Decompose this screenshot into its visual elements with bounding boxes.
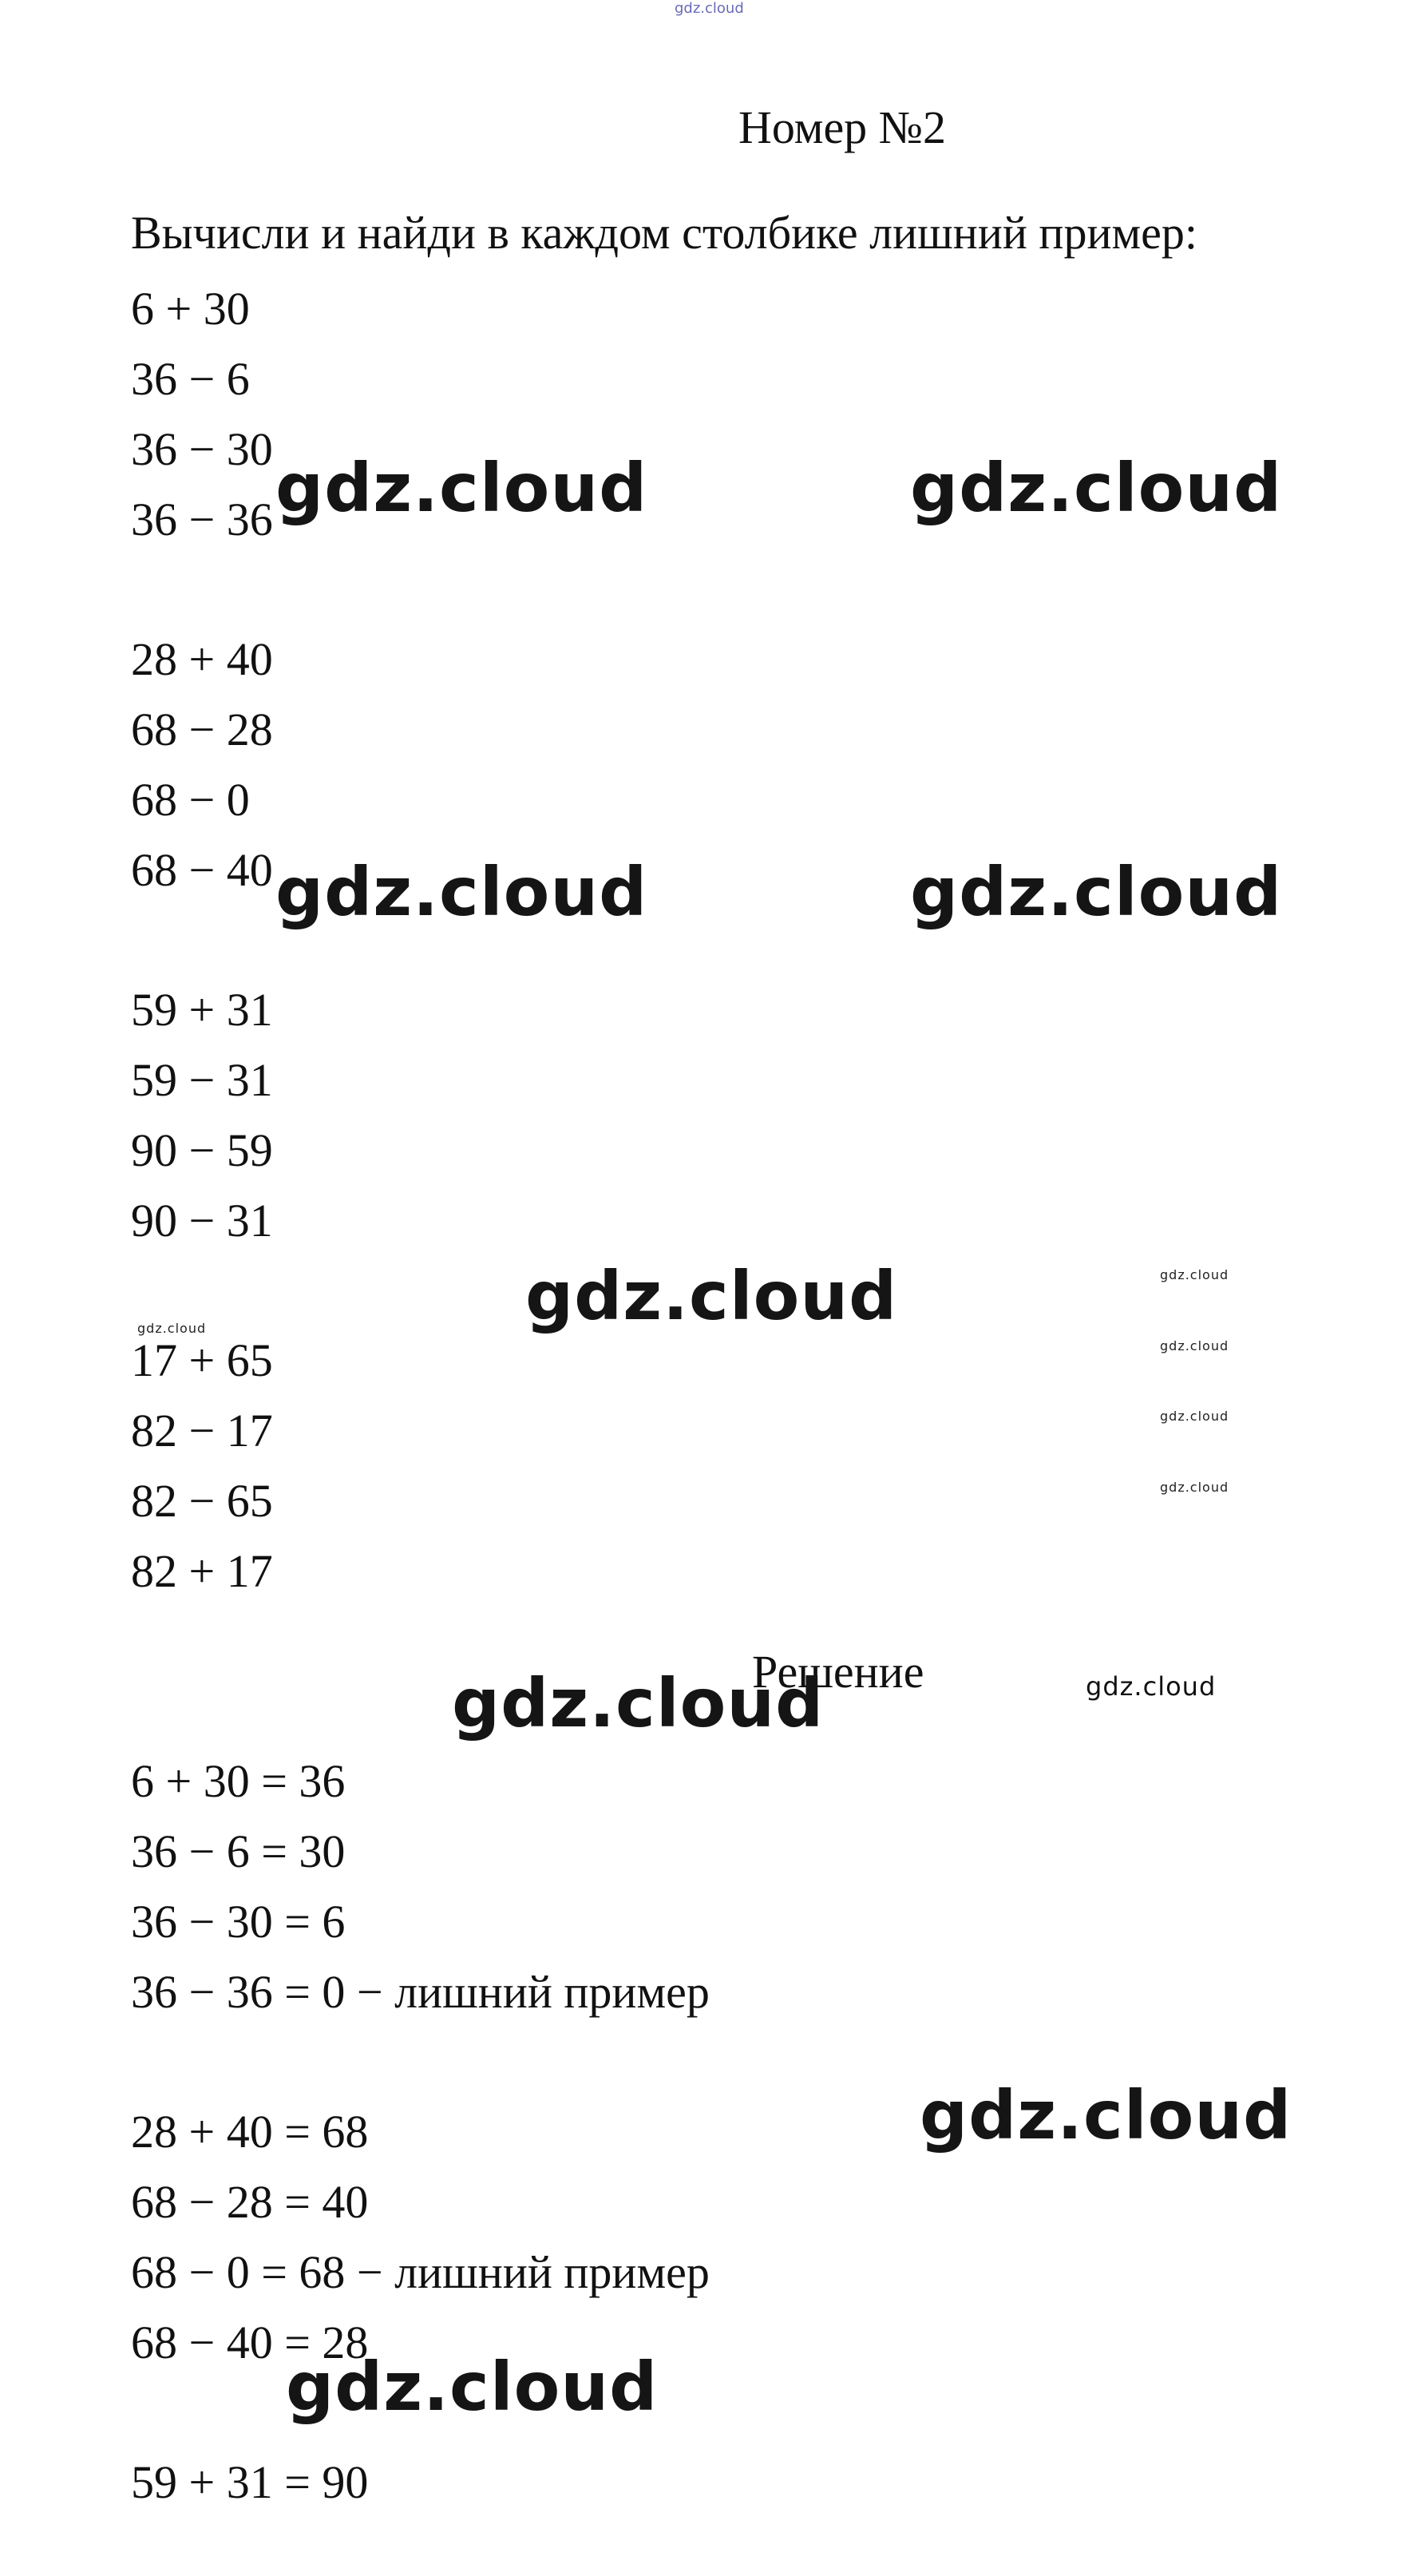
example-line: 6 + 30 xyxy=(131,283,250,335)
watermark: gdz.cloud xyxy=(525,1257,898,1335)
watermark: gdz.cloud xyxy=(910,449,1283,527)
watermark: gdz.cloud xyxy=(452,1664,825,1742)
solution-line: 6 + 30 = 36 xyxy=(131,1755,346,1807)
example-line: 68 − 28 xyxy=(131,703,273,755)
example-line: 68 − 40 xyxy=(131,844,273,896)
watermark: gdz.cloud xyxy=(137,1321,207,1336)
task-statement: Вычисли и найди в каждом столбике лишний пример: xyxy=(131,207,1198,259)
example-line: 36 − 30 xyxy=(131,423,273,475)
example-line: 59 + 31 xyxy=(131,984,273,1036)
watermark: gdz.cloud xyxy=(275,853,648,931)
solution-line: 68 − 28 = 40 xyxy=(131,2176,369,2228)
solution-heading: Решение xyxy=(752,1646,924,1698)
solution-line: 28 + 40 = 68 xyxy=(131,2106,369,2158)
watermark: gdz.cloud xyxy=(1160,1267,1229,1282)
example-line: 36 − 36 xyxy=(131,493,273,545)
example-line: 82 − 17 xyxy=(131,1405,273,1456)
watermark: gdz.cloud xyxy=(1160,1480,1229,1495)
header-watermark: gdz.cloud xyxy=(675,0,744,17)
solution-line: 36 − 30 = 6 xyxy=(131,1896,346,1948)
example-line: 17 + 65 xyxy=(131,1334,273,1386)
watermark: gdz.cloud xyxy=(910,853,1283,931)
watermark: gdz.cloud xyxy=(275,449,648,527)
solution-line: 68 − 40 = 28 xyxy=(131,2316,369,2368)
solution-line: 36 − 36 = 0 − лишний пример xyxy=(131,1966,710,2018)
page-title: Номер №2 xyxy=(738,101,947,153)
example-line: 28 + 40 xyxy=(131,633,273,685)
example-line: 82 + 17 xyxy=(131,1545,273,1597)
solution-line: 68 − 0 = 68 − лишний пример xyxy=(131,2246,710,2298)
example-line: 90 − 59 xyxy=(131,1124,273,1176)
solution-line: 36 − 6 = 30 xyxy=(131,1825,346,1877)
watermark: gdz.cloud xyxy=(1160,1409,1229,1424)
example-line: 68 − 0 xyxy=(131,774,250,826)
watermark: gdz.cloud xyxy=(286,2348,659,2426)
watermark: gdz.cloud xyxy=(920,2076,1292,2154)
example-line: 59 − 31 xyxy=(131,1054,273,1106)
example-line: 90 − 31 xyxy=(131,1195,273,1246)
watermark: gdz.cloud xyxy=(1086,1671,1217,1702)
watermark: gdz.cloud xyxy=(1160,1338,1229,1353)
solution-line: 59 + 31 = 90 xyxy=(131,2456,369,2508)
example-line: 36 − 6 xyxy=(131,353,250,405)
example-line: 82 − 65 xyxy=(131,1475,273,1527)
